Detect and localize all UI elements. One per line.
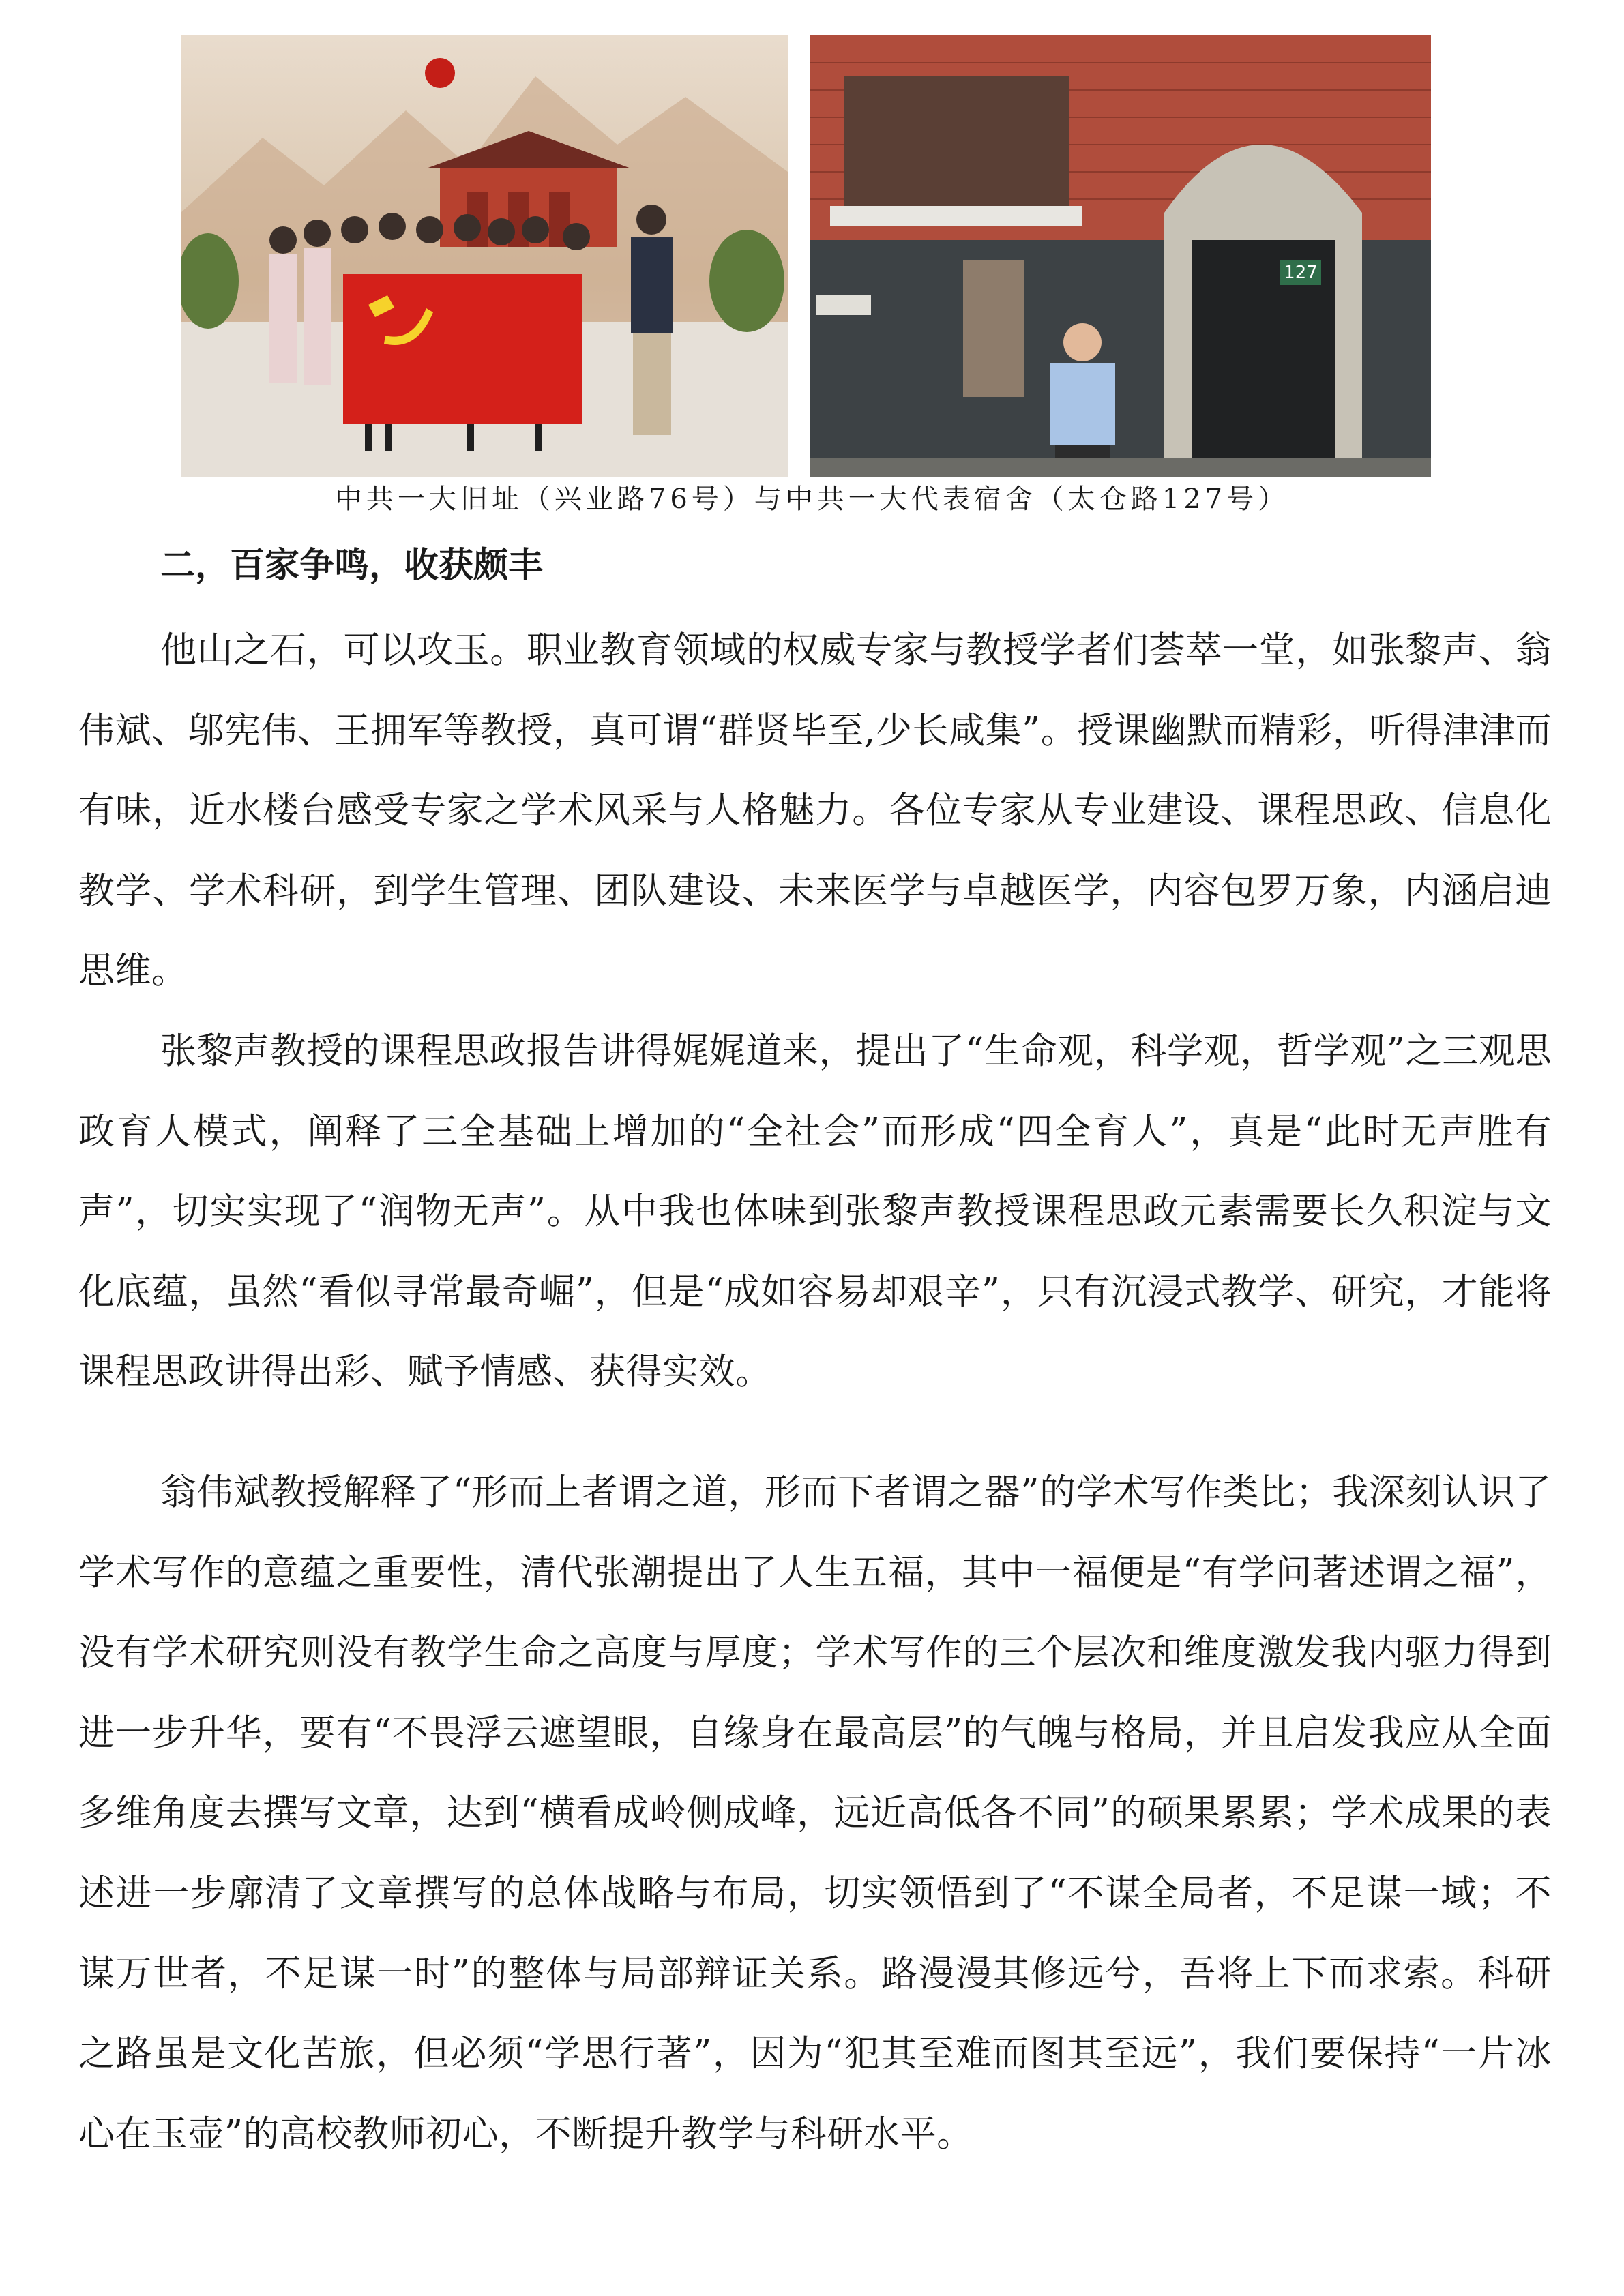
dormitory-photo (810, 35, 1431, 477)
paragraph-3: 翁伟斌教授解释了“形而上者谓之道，形而下者谓之器”的学术写作类比；我深刻认识了学术写作的意蕴之重要性，清代张潮提出了人生五福，其中一福便是“有学问著述谓之福”，没有学术研究则没有教学生命之高度与厚度；学术写作的三个层次和维度激发我内驱力得到进一步升华，要有“不畏浮云遮望眼，自缘身在最高层”的气魄与格局，并且启发我应从全面多维角度去撰写文章，达到“横看成岭侧成峰，远近高低各不同”的硕果累累；学术成果的表述进一步廓清了文章撰写的总体战略与布局，切实领悟到了“不谋全局者，不足谋一域；不谋万世者，不足谋一时”的整体与局部辩证关系。路漫漫其修远兮，吾将上下而求索。科研之路虽是文化苦旅，但必须“学思行著”，因为“犯其至难而图其至远”，我们要保持“一片冰心在玉壶”的高校教师初心，不断提升教学与科研水平。 (78, 1472, 1552, 2155)
photo-caption: 中共一大旧址（兴业路76号）与中共一大代表宿舍（太仓路127号） (334, 483, 1290, 515)
section-heading: 二，百家争鸣，收获颇丰 (160, 546, 544, 586)
paragraph-1: 他山之石，可以攻玉。职业教育领域的权威专家与教授学者们荟萃一堂，如张黎声、翁伟斌、邬宪伟、王拥军等教授，真可谓“群贤毕至,少长咸集”。授课幽默而精彩，听得津津而有味，近水楼台感受专家之学术风采与人格魅力。各位专家从专业建设、课程思政、信息化教学、学术科研，到学生管理、团队建设、未来医学与卓越医学，内容包罗万象，内涵启迪思维。 (78, 629, 1552, 992)
paragraph-2: 张黎声教授的课程思政报告讲得娓娓道来，提出了“生命观，科学观，哲学观”之三观思政育人模式，阐释了三全基础上增加的“全社会”而形成“四全育人”，真是“此时无声胜有声”，切实实现了“润物无声”。从中我也体味到张黎声教授课程思政元素需要长久积淀与文化底蕴，虽然“看似寻常最奇崛”，但是“成如容易却艰辛”，只有沉浸式教学、研究，才能将课程思政讲得出彩、赋予情感、获得实效。 (78, 1030, 1552, 1393)
group-photo-site (181, 35, 788, 477)
plaque-number: 127 (1284, 263, 1318, 283)
